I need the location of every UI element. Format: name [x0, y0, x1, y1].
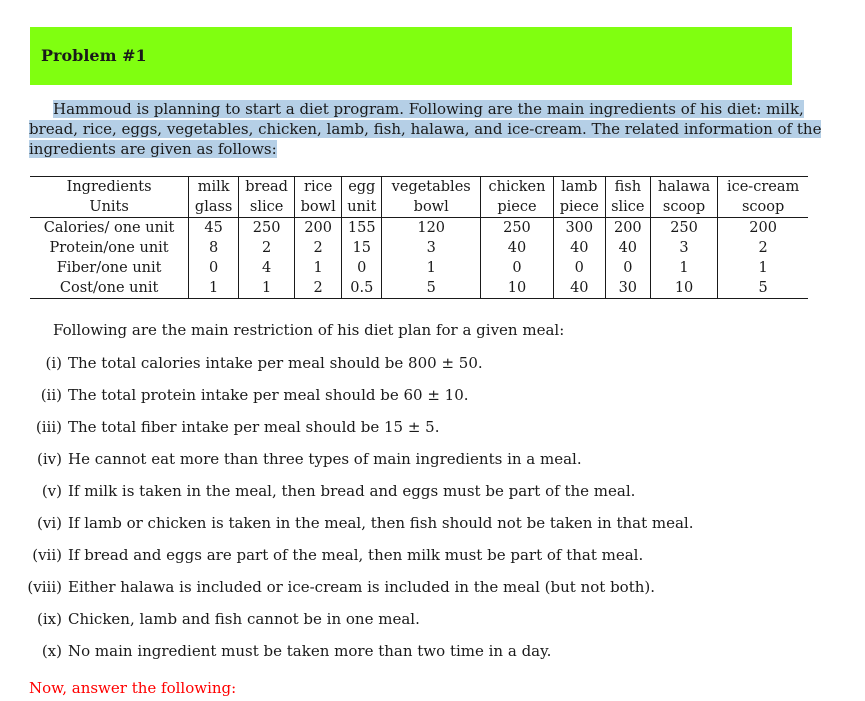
table-cell: 1 — [718, 258, 808, 278]
restriction-text: No main ingredient must be taken more than two time in a day. — [68, 642, 552, 660]
table-cell: 0 — [605, 258, 650, 278]
table-cell: 0 — [342, 258, 382, 278]
restriction-number: (viii) — [27, 578, 62, 596]
restriction-text: The total calories intake per meal should be 800 ± 50. — [68, 354, 483, 372]
table-cell: slice — [605, 197, 650, 218]
table-cell: lamb — [553, 177, 605, 198]
table-cell: 1 — [189, 278, 239, 299]
table-cell: glass — [189, 197, 239, 218]
table-cell: 30 — [605, 278, 650, 299]
table-cell: 300 — [553, 218, 605, 239]
table-cell: halawa — [650, 177, 717, 198]
restriction-number: (ix) — [37, 610, 62, 628]
table-row — [30, 278, 808, 299]
restriction-text: If milk is taken in the meal, then bread and eggs must be part of the meal. — [68, 482, 636, 500]
table-cell: 3 — [650, 238, 717, 258]
table-cell: egg — [342, 177, 382, 198]
intro-line-3: ingredients are given as follows: — [29, 140, 277, 158]
ingredients-table — [30, 176, 808, 299]
intro-line-1: Hammoud is planning to start a diet program. Following are the main ingredients of his diet: milk, — [53, 100, 804, 118]
table-cell: 1 — [239, 278, 295, 299]
table-cell: 40 — [481, 238, 554, 258]
intro-paragraph — [29, 99, 822, 159]
table-cell: 200 — [295, 218, 342, 239]
table-cell: 5 — [382, 278, 481, 299]
table-cell: rice — [295, 177, 342, 198]
restriction-number: (iii) — [35, 418, 62, 436]
restriction-number: (iv) — [37, 450, 62, 468]
table-cell: 10 — [481, 278, 554, 299]
table-cell: milk — [189, 177, 239, 198]
table-cell: 2 — [295, 278, 342, 299]
table-cell: scoop — [650, 197, 717, 218]
table-cell: 1 — [650, 258, 717, 278]
row-label-cell: Ingredients — [66, 179, 152, 195]
row-label-cell: Protein/one unit — [49, 240, 169, 256]
row-label-cell: Cost/one unit — [59, 280, 159, 296]
row-label-cell: Calories/ one unit — [43, 220, 175, 236]
table-cell: 2 — [239, 238, 295, 258]
intro-line-2: bread, rice, eggs, vegetables, chicken, lamb, fish, halawa, and ice-cream. The related information of the — [29, 120, 822, 138]
restriction-text: The total fiber intake per meal should be 15 ± 5. — [68, 418, 440, 436]
table-cell: 0 — [189, 258, 239, 278]
table-cell: 2 — [295, 238, 342, 258]
table-cell: ice-cream — [718, 177, 808, 198]
restriction-number: (vi) — [37, 514, 62, 532]
table-cell: bowl — [295, 197, 342, 218]
table-cell: 8 — [189, 238, 239, 258]
table-cell: 3 — [382, 238, 481, 258]
restriction-number: (v) — [41, 482, 62, 500]
table-row — [30, 218, 808, 239]
table-cell: 40 — [605, 238, 650, 258]
table-cell: 2 — [718, 238, 808, 258]
table-cell: slice — [239, 197, 295, 218]
table-cell: vegetables — [382, 177, 481, 198]
table-cell: 40 — [553, 238, 605, 258]
table-cell: 200 — [718, 218, 808, 239]
restriction-text: The total protein intake per meal should be 60 ± 10. — [68, 386, 469, 404]
restriction-text: Either halawa is included or ice-cream is included in the meal (but not both). — [68, 578, 656, 596]
table-cell: 200 — [605, 218, 650, 239]
table-cell: 0 — [481, 258, 554, 278]
table-cell: scoop — [718, 197, 808, 218]
table-cell: 10 — [650, 278, 717, 299]
table-cell: bowl — [382, 197, 481, 218]
table-cell: 155 — [342, 218, 382, 239]
table-cell: chicken — [481, 177, 554, 198]
table-cell: 4 — [239, 258, 295, 278]
restriction-number: (x) — [41, 642, 62, 660]
restrictions-lead: Following are the main restriction of his diet plan for a given meal: — [53, 321, 565, 339]
restriction-number: (ii) — [40, 386, 62, 404]
table-cell: piece — [481, 197, 554, 218]
table-cell: 1 — [382, 258, 481, 278]
restriction-number: (i) — [45, 354, 62, 372]
table-cell: 120 — [382, 218, 481, 239]
table-header-row — [30, 177, 808, 198]
restriction-text: He cannot eat more than three types of main ingredients in a meal. — [68, 450, 582, 468]
table-cell: bread — [239, 177, 295, 198]
table-cell: 45 — [189, 218, 239, 239]
table-cell: 250 — [650, 218, 717, 239]
closing-text: Now, answer the following: — [29, 679, 237, 697]
restriction-number: (vii) — [32, 546, 62, 564]
restriction-text: If bread and eggs are part of the meal, then milk must be part of that meal. — [68, 546, 644, 564]
table-cell: 40 — [553, 278, 605, 299]
table-cell: 250 — [481, 218, 554, 239]
table-cell: unit — [342, 197, 382, 218]
row-label-cell: Units — [30, 197, 189, 218]
row-label-cell: Fiber/one unit — [56, 260, 162, 276]
restriction-text: Chicken, lamb and fish cannot be in one meal. — [68, 610, 420, 628]
problem-title: Problem #1 — [41, 46, 147, 65]
table-cell: 0.5 — [342, 278, 382, 299]
restriction-text: If lamb or chicken is taken in the meal, then fish should not be taken in that meal. — [68, 514, 694, 532]
table-cell: piece — [553, 197, 605, 218]
problem-banner — [30, 27, 792, 85]
table-cell: fish — [605, 177, 650, 198]
table-cell: 5 — [718, 278, 808, 299]
table-cell: 250 — [239, 218, 295, 239]
table-cell: 15 — [342, 238, 382, 258]
table-cell: 1 — [295, 258, 342, 278]
table-units-row — [30, 197, 808, 218]
table-row — [30, 238, 808, 258]
table-cell: 0 — [553, 258, 605, 278]
table-row — [30, 258, 808, 278]
